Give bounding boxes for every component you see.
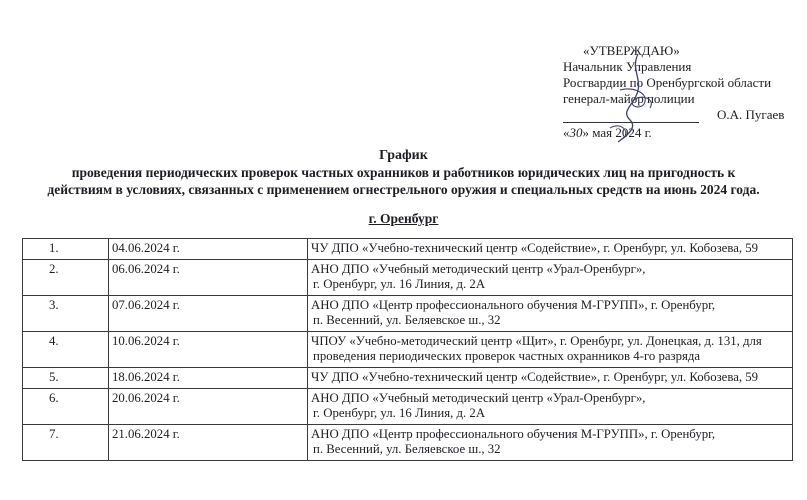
- approval-rank: генерал-майор полиции: [563, 91, 695, 106]
- row-date: 10.06.2024 г.: [109, 332, 308, 368]
- row-number: 6.: [23, 389, 109, 425]
- row-organization: [308, 239, 793, 260]
- document-subtitle-line2: действиям в условиях, связанных с применением огнестрельного оружия и специальных средств на июнь 2024 года.: [47, 182, 760, 197]
- organization-name: ЧПОУ «Учебно-методический центр «Щит», г. Оренбург, ул. Донецкая, д. 131, для: [311, 334, 762, 348]
- organization-name: АНО ДПО «Центр профессионального обучения М-ГРУПП», г. Оренбург,: [311, 427, 716, 441]
- table-row: [23, 368, 793, 389]
- row-date: 06.06.2024 г.: [109, 260, 308, 296]
- approval-heading: «УТВЕРЖДАЮ»: [583, 43, 680, 58]
- document-title: График: [379, 148, 428, 163]
- row-date: 04.06.2024 г.: [109, 239, 308, 260]
- row-date: 21.06.2024 г.: [109, 425, 308, 461]
- table-row: [23, 296, 793, 332]
- organization-name: ЧУ ДПО «Учебно-технический центр «Содействие», г. Оренбург, ул. Кобозева, 59: [311, 241, 759, 255]
- organization-address: проведения периодических проверок частных охранников 4-го разряда: [313, 349, 701, 363]
- organization-address: г. Оренбург, ул. 16 Линия, д. 2А: [313, 277, 486, 291]
- approval-day: 30: [569, 125, 583, 140]
- row-organization: [308, 425, 793, 461]
- organization-address: г. Оренбург, ул. 16 Линия, д. 2А: [313, 406, 486, 420]
- row-number: 2.: [23, 260, 109, 296]
- row-organization: [308, 368, 793, 389]
- row-number: 1.: [23, 239, 109, 260]
- approval-date-rest: мая 2024 г.: [592, 125, 652, 140]
- approval-block: [563, 43, 784, 141]
- approval-position-line1: Начальник Управления: [563, 59, 692, 74]
- row-organization: [308, 332, 793, 368]
- signer-name: О.А. Пугаев: [717, 107, 785, 122]
- row-number: 3.: [23, 296, 109, 332]
- row-organization: [308, 389, 793, 425]
- organization-name: АНО ДПО «Учебный методический центр «Урал-Оренбург»,: [311, 391, 646, 405]
- row-organization: [308, 296, 793, 332]
- signature-scribble-icon: [600, 50, 670, 145]
- row-organization: [308, 260, 793, 296]
- document-subtitle-line1: проведения периодических проверок частных охранников и работников юридических лиц на пригодность к: [71, 165, 736, 180]
- row-date: 20.06.2024 г.: [109, 389, 308, 425]
- organization-name: АНО ДПО «Учебный методический центр «Урал-Оренбург»,: [311, 262, 646, 276]
- document-header: [0, 147, 807, 198]
- table-row: [23, 239, 793, 260]
- row-date: 18.06.2024 г.: [109, 368, 308, 389]
- organization-address: п. Весенний, ул. Беляевское ш., 32: [313, 442, 501, 456]
- organization-address: п. Весенний, ул. Беляевское ш., 32: [313, 313, 501, 327]
- row-number: 4.: [23, 332, 109, 368]
- row-number: 5.: [23, 368, 109, 389]
- schedule-table: [22, 238, 793, 461]
- organization-name: ЧУ ДПО «Учебно-технический центр «Содействие», г. Оренбург, ул. Кобозева, 59: [311, 370, 759, 384]
- approval-position-line2: Росгвардии по Оренбургской области: [563, 75, 772, 90]
- table-row: [23, 389, 793, 425]
- table-row: [23, 332, 793, 368]
- city-heading: г. Оренбург: [368, 211, 439, 226]
- row-number: 7.: [23, 425, 109, 461]
- table-row: [23, 425, 793, 461]
- approval-date: «30» мая 2024 г.: [563, 125, 652, 140]
- signature-row: [563, 107, 784, 123]
- row-date: 07.06.2024 г.: [109, 296, 308, 332]
- organization-name: АНО ДПО «Центр профессионального обучения М-ГРУПП», г. Оренбург,: [311, 298, 716, 312]
- table-row: [23, 260, 793, 296]
